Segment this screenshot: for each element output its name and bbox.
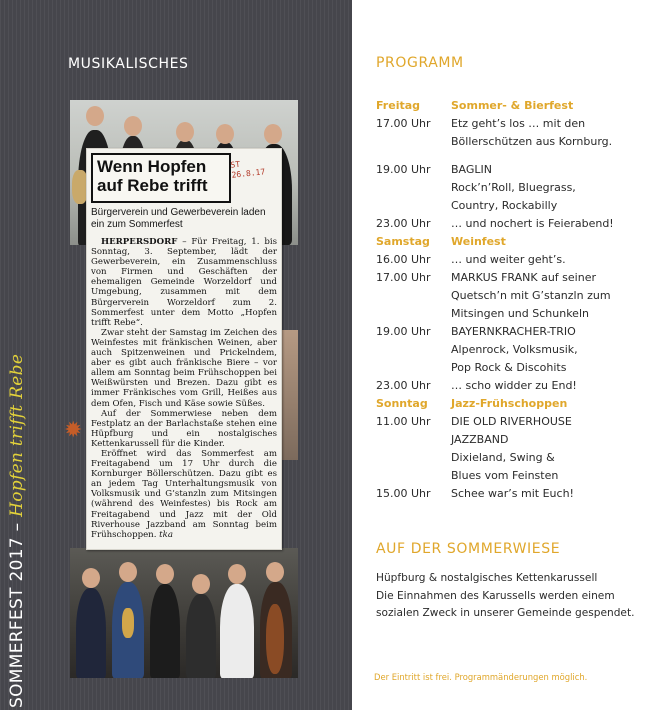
schedule-text: Pop Rock & Discohits [451, 361, 567, 374]
schedule-text: … und weiter geht’s. [451, 253, 566, 266]
schedule-time: 19.00 Uhr [376, 163, 431, 176]
clipping-paragraph-3: Auf der Sommerwiese neben dem Festplatz an der Barlachstaße stehen eine Hüpfburg und ein nostalgisches Kettenkarussell für die Kinder. [91, 408, 277, 449]
schedule-row [376, 179, 661, 197]
schedule-text: Country, Rockabilly [451, 199, 558, 212]
programm-heading: PROGRAMM [376, 55, 464, 71]
schedule-text: BAGLIN [451, 163, 493, 176]
sommerwiese-line-3: sozialen Zweck in unserer Gemeinde gespendet. [376, 607, 635, 619]
schedule-row [376, 269, 661, 287]
musikalisches-heading: MUSIKALISCHES [68, 56, 189, 72]
clipping-paragraph [91, 449, 277, 540]
schedule-row [376, 323, 661, 341]
schedule-row [376, 287, 661, 305]
schedule-text: Dixieland, Swing & [451, 451, 555, 464]
schedule-time [376, 197, 451, 215]
event-title-main: SOMMERFEST 2017 – [7, 516, 27, 708]
schedule-time: 23.00 Uhr [376, 217, 431, 230]
schedule-row [376, 233, 661, 251]
schedule-time [376, 449, 451, 467]
handnote-date: 26.8.17 [231, 167, 266, 180]
schedule-row [376, 467, 661, 485]
schedule-time [376, 341, 451, 359]
schedule-row [376, 97, 661, 115]
day-label: Sonntag [376, 397, 428, 410]
schedule-text: Etz geht’s los … mit den [451, 117, 586, 130]
day-theme: Jazz-Frühschoppen [451, 397, 568, 410]
schedule-row [376, 161, 661, 179]
clipping-body [91, 237, 277, 545]
sommerwiese-heading: AUF DER SOMMERWIESE [376, 541, 561, 557]
schedule-time [376, 467, 451, 485]
schedule-time [376, 179, 451, 197]
event-motto: Hopfen trifft Rebe [7, 353, 27, 517]
day-label: Samstag [376, 235, 430, 248]
schedule-time: 15.00 Uhr [376, 487, 431, 500]
schedule-text: BAYERNKRACHER-TRIO [451, 325, 576, 338]
photo-strip [280, 330, 298, 460]
schedule-row [376, 215, 661, 233]
band-photo-bottom [70, 548, 298, 678]
schedule-text: … und nochert is Feierabend! [451, 217, 614, 230]
clipping-paragraph-4: Eröffnet wird das Sommerfest am Freitagabend um 17 Uhr durch die Kornburger Böllerschützen. Dazu gibt es an jedem Tag Unterhaltungsmusik von Volksmusik und G’stanzln zum Mitsingen (während des Weinfestes) bis Rock am Freitagabend und Jazz mit der Old Riverhouse Jazzband am Sonntag beim Frühschoppen. [91, 448, 277, 540]
day-theme: Weinfest [451, 235, 506, 248]
schedule-time [376, 359, 451, 377]
schedule-time: 19.00 Uhr [376, 325, 431, 338]
schedule-row [376, 197, 661, 215]
sommerwiese-line-2: Die Einnahmen des Karussells werden einem [376, 589, 615, 602]
schedule-time [376, 287, 451, 305]
day-label: Freitag [376, 99, 421, 112]
schedule-row [376, 395, 661, 413]
handwritten-note [230, 157, 266, 180]
schedule-row [376, 115, 661, 133]
schedule-row [376, 341, 661, 359]
sommerwiese-text [376, 570, 661, 623]
schedule-row [376, 305, 661, 323]
schedule-text: … scho widder zu End! [451, 379, 577, 392]
clipping-headline [97, 157, 227, 195]
schedule-time [376, 133, 451, 151]
schedule-time: 17.00 Uhr [376, 117, 431, 130]
schedule-row [376, 485, 661, 503]
schedule-text: Alpenrock, Volksmusik, [451, 343, 578, 356]
clipping-paragraph-2: Zwar steht der Samstag im Zeichen des Weinfestes mit fränkischen Weinen, aber auch Spitzenweinen und Prickelndem, aber es gibt auch fränkische Biere – vor allem am Sonntag beim Frühschoppen bei Weißwürsten und Brezen. Dazu gibt es immer Fränkisches vom Grill, Heißes aus dem Ofen, Fisch und Käse sowie Süßes. [91, 327, 277, 409]
schedule-text: Böllerschützen aus Kornburg. [451, 135, 613, 148]
schedule-time: 23.00 Uhr [376, 379, 431, 392]
handnote-initials: ST [230, 159, 241, 170]
schedule-row [376, 377, 661, 395]
schedule-row [376, 133, 661, 151]
schedule-text: JAZZBAND [451, 433, 509, 446]
schedule-row [376, 251, 661, 269]
day-theme: Sommer- & Bierfest [451, 99, 574, 112]
clipping-signature: tka [159, 529, 173, 540]
clipping-paragraph [91, 237, 277, 328]
schedule-time [376, 305, 451, 323]
schedule-text: Quetsch’n mit G’stanzln zum [451, 289, 611, 302]
schedule-text: DIE OLD RIVERHOUSE [451, 415, 572, 428]
schedule-row [376, 359, 661, 377]
schedule-time: 16.00 Uhr [376, 253, 431, 266]
clipping-subheadline: Bürgerverein und Gewerbeverein laden ein zum Sommerfest [91, 207, 266, 230]
program-schedule [376, 97, 661, 503]
newspaper-clipping [86, 148, 282, 550]
schedule-text: Rock’n’Roll, Bluegrass, [451, 181, 576, 194]
schedule-time: 17.00 Uhr [376, 271, 431, 284]
schedule-row [376, 431, 661, 449]
sommerwiese-line-1: Hüpfburg & nostalgisches Kettenkarussell [376, 572, 598, 584]
clipping-headline-line-2: auf Rebe trifft [97, 176, 208, 195]
schedule-row [376, 449, 661, 467]
schedule-text: MARKUS FRANK auf seiner [451, 271, 596, 284]
clipping-dateline: HERPERSDORF [101, 237, 178, 247]
schedule-time [376, 431, 451, 449]
schedule-row [376, 413, 661, 431]
clipping-paragraph-1: – Für Freitag, 1. bis Sonntag, 3. September, lädt der Gewerbeverein, ein Zusammenschluss von Firmen und Geschäften der ehemaligen Gemeinde Worzeldorf und Umgebung, zusammen mit dem Bürgerverein Worzeldorf zum 2. Sommerfest unter dem Motto „Hopfen trifft Rebe“. [91, 237, 277, 328]
schedule-text: Mitsingen und Schunkeln [451, 307, 589, 320]
footer-note: Der Eintritt ist frei. Programmänderungen möglich. [374, 672, 588, 682]
schedule-text: Blues vom Feinsten [451, 469, 559, 482]
schedule-spacer [376, 151, 661, 161]
autumn-leaf-icon: ✹ [64, 418, 83, 443]
clipping-headline-line-1: Wenn Hopfen [97, 157, 207, 176]
clipping-headline-box [91, 153, 231, 203]
schedule-time: 11.00 Uhr [376, 415, 431, 428]
vertical-event-title [2, 3, 32, 708]
schedule-text: Schee war’s mit Euch! [451, 487, 574, 500]
